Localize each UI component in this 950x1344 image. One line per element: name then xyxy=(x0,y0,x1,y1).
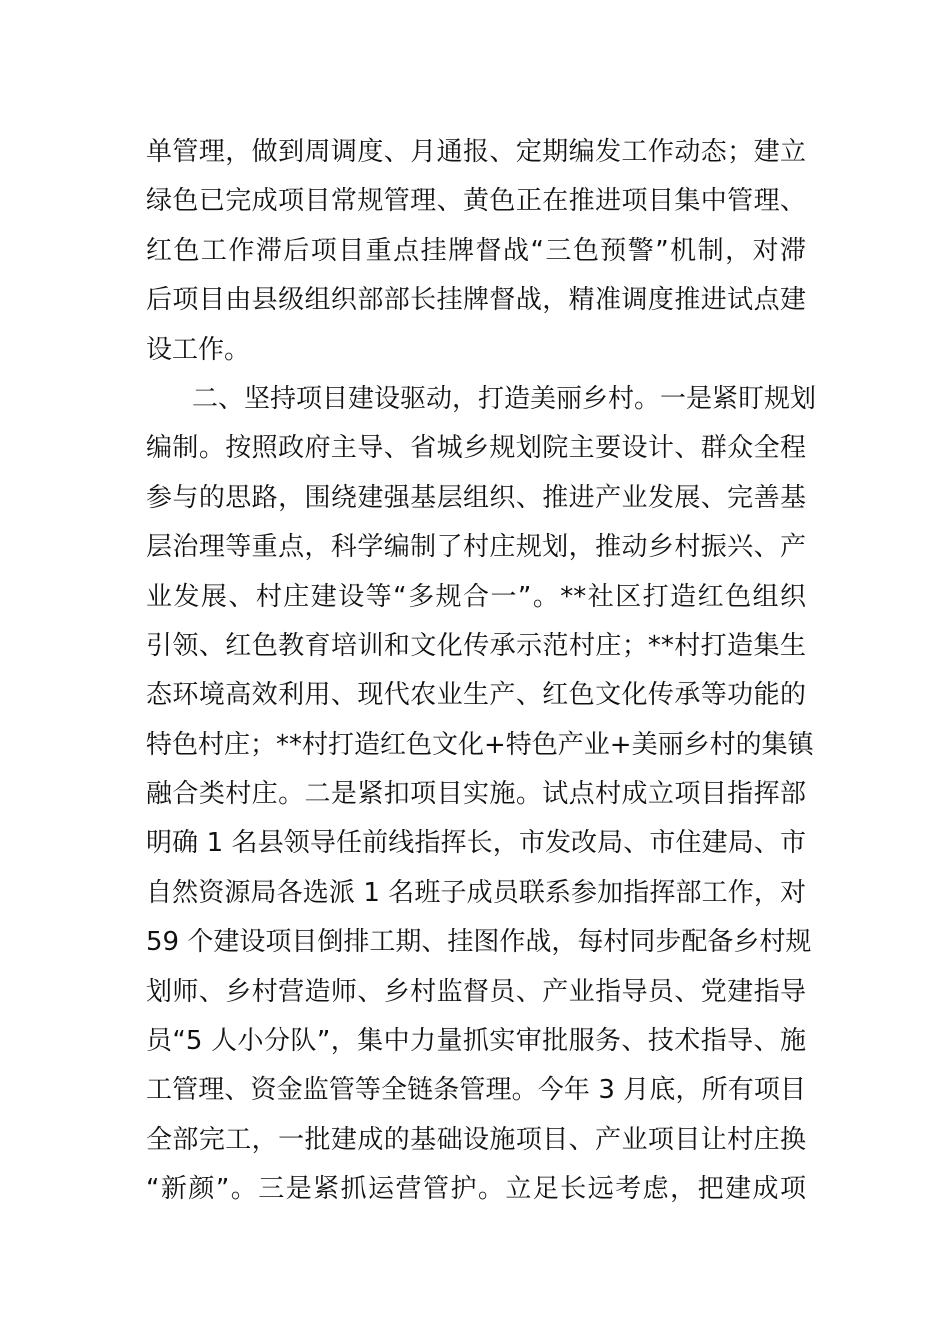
text-line: 后项目由县级组织部部长挂牌督战，精准调度推进试点建 xyxy=(146,285,806,316)
text-line: 明确 1 名县领导任前线指挥长，市发改局、市住建局、市 xyxy=(146,828,806,859)
text-line: 融合类村庄。二是紧扣项目实施。试点村成立项目指挥部 xyxy=(146,779,806,810)
text-line: 层治理等重点，科学编制了村庄规划，推动乡村振兴、产 xyxy=(146,532,806,563)
body-text xyxy=(146,128,817,1215)
text-line: 划师、乡村营造师、乡村监督员、产业指导员、党建指导 xyxy=(146,976,806,1007)
text-line: 全部完工，一批建成的基础设施项目、产业项目让村庄换 xyxy=(146,1124,806,1155)
text-line: 绿色已完成项目常规管理、黄色正在推进项目集中管理、 xyxy=(146,186,806,217)
text-line: 业发展、村庄建设等“多规合一”。**社区打造红色组织 xyxy=(146,581,806,612)
text-line: 参与的思路，围绕建强基层组织、推进产业发展、完善基 xyxy=(146,482,806,513)
text-line: 工管理、资金监管等全链条管理。今年 3 月底，所有项目 xyxy=(146,1075,806,1106)
text-line: 59 个建设项目倒排工期、挂图作战，每村同步配备乡村规 xyxy=(146,927,812,958)
text-line: 单管理，做到周调度、月通报、定期编发工作动态；建立 xyxy=(146,137,806,167)
text-line: 自然资源局各选派 1 名班子成员联系参加指挥部工作，对 xyxy=(146,877,806,908)
text-line: 设工作。 xyxy=(146,334,251,365)
text-line: 红色工作滞后项目重点挂牌督战“三色预警”机制，对滞 xyxy=(146,235,806,266)
text-line: 编制。按照政府主导、省城乡规划院主要设计、群众全程 xyxy=(146,433,806,464)
section-heading-line: 二、坚持项目建设驱动，打造美丽乡村。一是紧盯规划 xyxy=(192,383,817,414)
text-line: 态环境高效利用、现代农业生产、红色文化传承等功能的 xyxy=(146,680,806,711)
text-line: 特色村庄；**村打造红色文化+特色产业+美丽乡村的集镇 xyxy=(146,729,814,760)
text-line: 员“5 人小分队”，集中力量抓实审批服务、技术指导、施 xyxy=(146,1026,806,1057)
text-line: “新颜”。三是紧抓运营管护。立足长远考虑，把建成项 xyxy=(146,1174,806,1205)
text-line: 引领、红色教育培训和文化传承示范村庄；**村打造集生 xyxy=(146,630,806,661)
